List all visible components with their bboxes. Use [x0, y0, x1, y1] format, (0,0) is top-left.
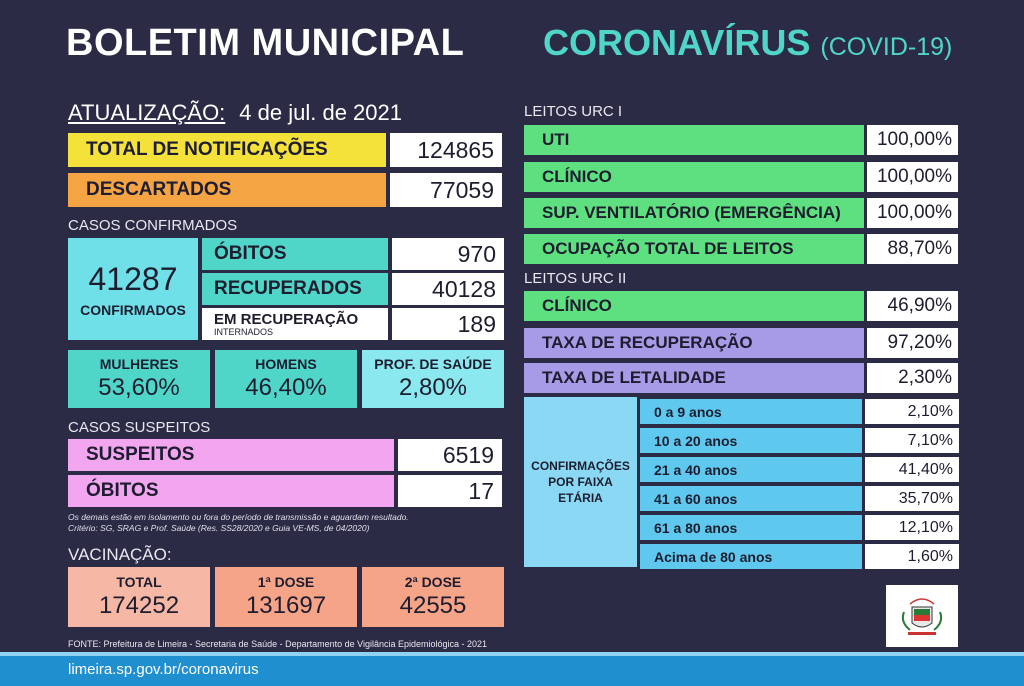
age-group-label-line1: CONFIRMAÇÕES — [531, 459, 630, 473]
update-date: 4 de jul. de 2021 — [239, 100, 402, 125]
recovered-row — [202, 273, 504, 305]
age-row-10-20 — [640, 428, 959, 453]
recovered-label: RECUPERADOS — [202, 273, 388, 305]
urc1-row-uti — [524, 125, 958, 155]
vaccination-total-box — [68, 567, 210, 627]
discarded-label: DESCARTADOS — [68, 173, 386, 207]
recovery-rate-row — [524, 328, 958, 358]
confirmed-total: 41287 — [88, 260, 178, 297]
vaccination-section-label: VACINAÇÃO: — [68, 545, 172, 564]
vaccination-dose1-box — [215, 567, 357, 627]
women-box — [68, 350, 210, 408]
urc2-clinic-label: CLÍNICO — [524, 291, 864, 321]
urc1-row-total — [524, 234, 958, 264]
recovering-value: 189 — [392, 308, 504, 340]
health-value: 2,80% — [398, 374, 468, 401]
suspected-note-1: Os demais estão em isolamento ou fora do período de transmissão e aguardam resultado. — [68, 512, 409, 522]
suspects-value: 6519 — [398, 439, 502, 471]
urc1-uti-value: 100,00% — [867, 125, 958, 155]
update-label: ATUALIZAÇÃO: — [68, 100, 226, 125]
vaccination-dose1-label: 1ª DOSE — [257, 574, 315, 590]
municipal-seal — [886, 585, 958, 647]
notifications-value: 124865 — [390, 133, 502, 167]
recovering-label: EM RECUPERAÇÃO — [214, 310, 359, 328]
age-row-61-80 — [640, 515, 959, 540]
vaccination-dose2-label: 2ª DOSE — [404, 574, 462, 590]
urc2-clinic-value: 46,90% — [867, 291, 958, 321]
age-row-0-9 — [640, 399, 959, 424]
urc1-total-value: 88,70% — [867, 234, 958, 264]
age-value: 12,10% — [865, 515, 959, 540]
urc2-row-clinic — [524, 291, 958, 321]
age-group-label-line3: ETÁRIA — [558, 491, 603, 505]
age-label: 21 a 40 anos — [640, 457, 862, 482]
vaccination-dose2-box — [362, 567, 504, 627]
urc2-section-label: LEITOS URC II — [524, 270, 627, 287]
age-label: 61 a 80 anos — [640, 515, 862, 540]
urc1-section-label: LEITOS URC I — [524, 103, 623, 120]
age-label: 0 a 9 anos — [640, 399, 862, 424]
men-label: HOMENS — [255, 356, 317, 372]
urc1-row-clinic — [524, 162, 958, 192]
urc1-total-label: OCUPAÇÃO TOTAL DE LEITOS — [524, 234, 864, 264]
suspected-section-label: CASOS SUSPEITOS — [68, 419, 211, 436]
urc1-row-ventilator — [524, 198, 958, 228]
suspected-deaths-value: 17 — [398, 475, 502, 507]
deaths-value: 970 — [392, 238, 504, 270]
recovered-value: 40128 — [392, 273, 504, 305]
notifications-row — [68, 133, 502, 167]
update-line — [68, 100, 402, 126]
health-box — [362, 350, 504, 408]
lethality-rate-label: TAXA DE LETALIDADE — [524, 363, 864, 393]
suspected-notes — [68, 512, 508, 534]
men-box — [215, 350, 357, 408]
lethality-rate-value: 2,30% — [867, 363, 958, 393]
page-subtitle — [543, 22, 952, 64]
vaccination-total-label: TOTAL — [116, 574, 162, 590]
source-note: FONTE: Prefeitura de Limeira - Secretaria de Saúde - Departamento de Vigilância Epidemiológica - 2021 — [68, 639, 488, 649]
age-row-80-plus — [640, 544, 959, 569]
confirmed-total-box — [68, 238, 198, 340]
age-group-label-box — [524, 397, 637, 567]
confirmed-section-label: CASOS CONFIRMADOS — [68, 217, 238, 234]
recovery-rate-value: 97,20% — [867, 328, 958, 358]
subtitle-small: (COVID-19) — [820, 33, 953, 61]
vaccination-dose1-value: 131697 — [245, 592, 327, 619]
recovering-label-box — [202, 308, 388, 340]
urc1-clinic-value: 100,00% — [867, 162, 958, 192]
urc1-ventilator-label: SUP. VENTILATÓRIO (EMERGÊNCIA) — [524, 198, 864, 228]
vaccination-dose2-value: 42555 — [399, 592, 467, 619]
age-value: 2,10% — [865, 399, 959, 424]
recovering-sub-label: INTERNADOS — [214, 326, 274, 337]
urc1-uti-label: UTI — [524, 125, 864, 155]
suspected-note-2: Critério: SG, SRAG e Prof. Saúde (Res. SS28/2020 e Guia VE-MS, de 04/2020) — [68, 523, 370, 533]
vaccination-total-value: 174252 — [98, 592, 180, 619]
discarded-row — [68, 173, 502, 207]
lethality-rate-row — [524, 363, 958, 393]
suspects-label: SUSPEITOS — [68, 439, 394, 471]
recovery-rate-label: TAXA DE RECUPERAÇÃO — [524, 328, 864, 358]
confirmed-total-label: CONFIRMADOS — [80, 301, 186, 318]
footer-url[interactable]: limeira.sp.gov.br/coronavirus — [68, 661, 259, 678]
women-label: MULHERES — [99, 356, 179, 372]
page-title: BOLETIM MUNICIPAL — [66, 22, 465, 64]
subtitle-main: CORONAVÍRUS — [543, 22, 811, 63]
suspected-deaths-row — [68, 475, 502, 507]
recovering-row — [202, 308, 504, 340]
age-value: 1,60% — [865, 544, 959, 569]
health-label: PROF. DE SAÚDE — [374, 356, 492, 372]
municipal-seal-icon — [892, 590, 952, 642]
deaths-row — [202, 238, 504, 270]
women-value: 53,60% — [98, 374, 180, 401]
age-label: 41 a 60 anos — [640, 486, 862, 511]
suspected-deaths-label: ÓBITOS — [68, 475, 394, 507]
discarded-value: 77059 — [390, 173, 502, 207]
age-value: 41,40% — [865, 457, 959, 482]
urc1-clinic-label: CLÍNICO — [524, 162, 864, 192]
age-row-21-40 — [640, 457, 959, 482]
notifications-label: TOTAL DE NOTIFICAÇÕES — [68, 133, 386, 167]
deaths-label: ÓBITOS — [202, 238, 388, 270]
age-label: 10 a 20 anos — [640, 428, 862, 453]
age-value: 35,70% — [865, 486, 959, 511]
age-group-label-line2: POR FAIXA — [548, 475, 613, 489]
urc1-ventilator-value: 100,00% — [867, 198, 958, 228]
men-value: 46,40% — [245, 374, 327, 401]
suspects-row — [68, 439, 502, 471]
age-row-41-60 — [640, 486, 959, 511]
age-value: 7,10% — [865, 428, 959, 453]
age-label: Acima de 80 anos — [640, 544, 862, 569]
